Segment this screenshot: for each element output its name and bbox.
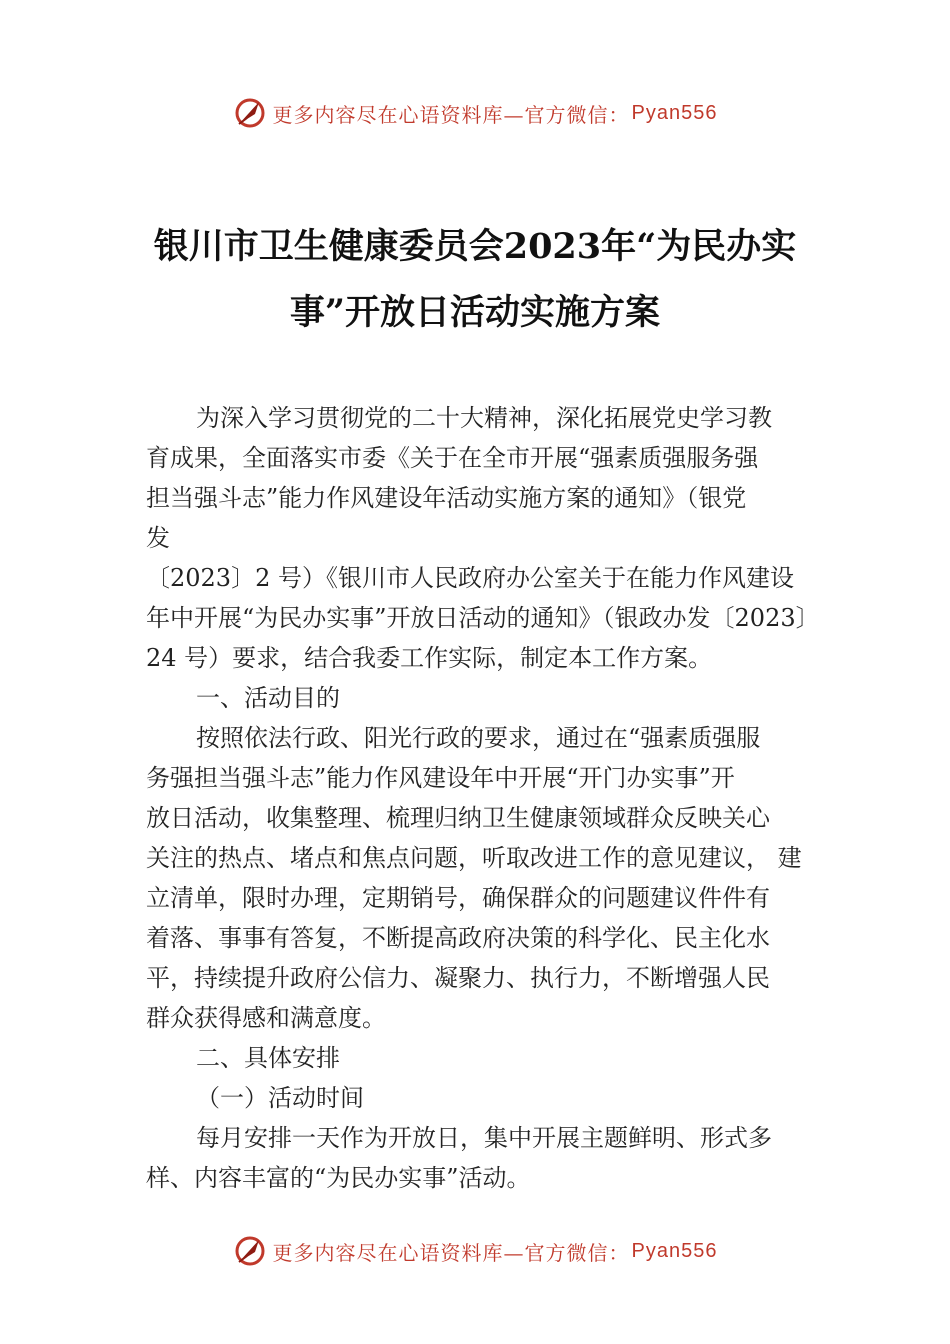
paragraph-schedule <box>146 1118 814 1198</box>
paragraph-line: 群众获得感和满意度。 <box>146 1004 386 1032</box>
paragraph-purpose <box>146 718 814 1038</box>
watermark-wechat-id: Pyan556 <box>631 101 718 124</box>
paragraph-line: 立清单，限时办理，定期销号，确保群众的问题建议件件有 <box>146 884 770 912</box>
title-line-2: 事”开放日活动实施方案 <box>289 292 661 333</box>
paragraph-line: 育成果，全面落实市委《关于在全市开展“强素质强服务强 <box>146 444 759 472</box>
paragraph-line: 放日活动，收集整理、梳理归纳卫生健康领域群众反映关心 <box>146 804 770 832</box>
section-heading-2: 二、具体安排 <box>196 1044 340 1072</box>
paragraph-line: 发 <box>146 524 170 552</box>
quill-logo-icon <box>233 96 267 130</box>
subsection-heading-1: （一）活动时间 <box>196 1084 364 1112</box>
paragraph-line: 平，持续提升政府公信力、凝聚力、执行力，不断增强人民 <box>146 964 770 992</box>
watermark-wechat-label: 官方微信： <box>524 102 630 127</box>
watermark-wechat-label: 官方微信： <box>524 1240 630 1265</box>
paragraph-line: 年中开展“为民办实事”开放日活动的通知》（银政办发〔2023〕 <box>146 604 820 632</box>
paragraph-line: 每月安排一天作为开放日，集中开展主题鲜明、形式多 <box>196 1124 772 1152</box>
watermark-footer <box>0 1234 950 1268</box>
quill-logo-icon <box>233 1234 267 1268</box>
document-title <box>120 214 830 346</box>
section-heading-1: 一、活动目的 <box>196 684 340 712</box>
paragraph-line: 担当强斗志”能力作风建设年活动实施方案的通知》（银党 <box>146 484 747 512</box>
paragraph-line: 为深入学习贯彻党的二十大精神，深化拓展党史学习教 <box>196 404 772 432</box>
title-line-1: 银川市卫生健康委员会2023年“为民办实 <box>153 226 797 267</box>
paragraph-line: 24 号）要求，结合我委工作实际，制定本工作方案。 <box>146 644 713 672</box>
paragraph-line: 样、内容丰富的“为民办实事”活动。 <box>146 1164 531 1192</box>
watermark-text: 更多内容尽在心语资料库— <box>272 102 525 127</box>
paragraph-line: 〔2023〕2 号）《银川市人民政府办公室关于在能力作风建设 <box>146 564 794 592</box>
watermark-text: 更多内容尽在心语资料库— <box>272 1240 525 1265</box>
paragraph-line: 务强担当强斗志”能力作风建设年中开展“开门办实事”开 <box>146 764 735 792</box>
document-body <box>146 398 820 1198</box>
paragraph-line: 关注的热点、堵点和焦点问题，听取改进工作的意见建议， 建 <box>146 844 802 872</box>
paragraph-line: 按照依法行政、阳光行政的要求，通过在“强素质强服 <box>196 724 761 752</box>
watermark-header <box>0 96 950 130</box>
paragraph-line: 着落、事事有答复，不断提高政府决策的科学化、民主化水 <box>146 924 770 952</box>
watermark-wechat-id: Pyan556 <box>631 1239 718 1262</box>
paragraph-intro <box>146 398 820 678</box>
